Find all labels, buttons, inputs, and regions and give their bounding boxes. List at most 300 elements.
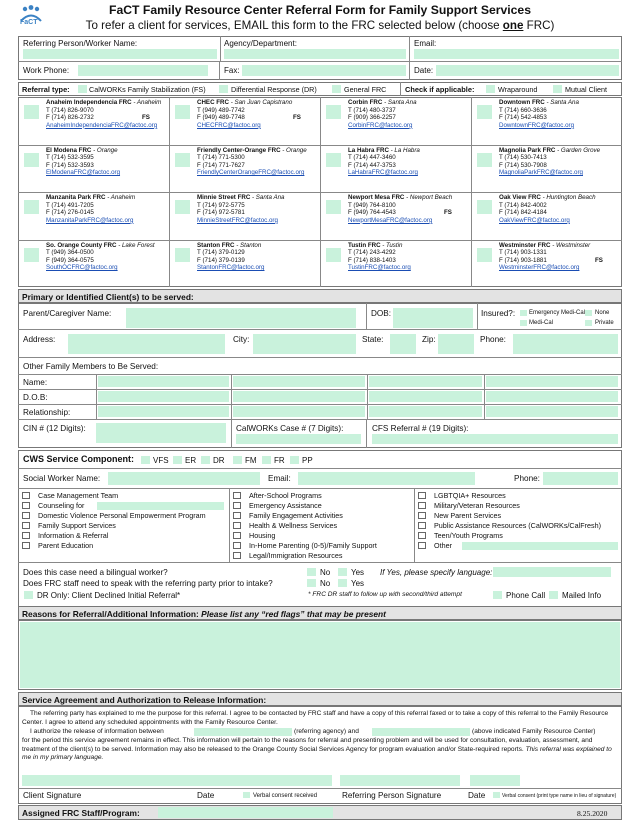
- family-member-input[interactable]: [233, 406, 365, 417]
- frc-city: Westminster: [555, 241, 591, 249]
- state-input[interactable]: [390, 334, 416, 354]
- cws-option-label: DR: [213, 456, 225, 465]
- service-checkbox[interactable]: [22, 502, 30, 509]
- frc-select-checkbox[interactable]: [477, 200, 492, 214]
- frc-fax: F (714) 447-3753: [348, 161, 396, 169]
- calworks-case-input[interactable]: [236, 434, 361, 444]
- frc-email-link[interactable]: FriendlyCenterOrangeFRC@factoc.org: [197, 169, 305, 177]
- frc-select-checkbox[interactable]: [175, 200, 190, 214]
- verbal-consent-checkbox[interactable]: [243, 792, 250, 798]
- medi-cal-checkbox[interactable]: [520, 320, 527, 326]
- frc-email-link[interactable]: CHECFRC@factoc.org: [197, 121, 261, 129]
- frc-email-link[interactable]: LaHabraFRC@factoc.org: [348, 169, 418, 177]
- family-member-input[interactable]: [98, 406, 229, 417]
- frc-select-checkbox[interactable]: [477, 153, 492, 167]
- frc-name: El Modena FRC: [46, 146, 92, 154]
- frc-email-link[interactable]: MagnoliaParkFRC@factoc.org: [499, 169, 583, 177]
- service-label: Domestic Violence Personal Empowerment Program: [38, 511, 206, 520]
- service-option[interactable]: [229, 491, 413, 501]
- agreement-p2b: (referring agency) and: [294, 728, 359, 735]
- frc-phone: T (714) 530-7413: [499, 154, 547, 162]
- phone-call-label: Phone Call: [506, 591, 546, 600]
- language-label: If Yes, please specify language:: [380, 568, 493, 577]
- referring-date-input[interactable]: [470, 775, 520, 786]
- social-worker-input[interactable]: [108, 472, 260, 485]
- city-label: City:: [233, 335, 250, 344]
- service-option[interactable]: [414, 521, 622, 531]
- frc-select-checkbox[interactable]: [24, 248, 39, 262]
- frc-city: Lake Forest: [121, 241, 155, 249]
- frc-fax: F (949) 489-7748: [197, 114, 245, 122]
- frc-phone: T (949) 489-7742: [197, 106, 245, 114]
- frc-entry: Newport Mesa FRC - Newport Beach T (949) 764-8100 F (949) 764-4543 NewportMesaFRC@factoc.org FS: [348, 194, 468, 224]
- frc-name: Anaheim Independencia FRC: [46, 99, 132, 106]
- frc-select-checkbox[interactable]: [175, 153, 190, 167]
- service-option[interactable]: [18, 521, 228, 531]
- assigned-input[interactable]: [158, 807, 333, 818]
- frc-entry: Westminster FRC - Westminster T (714) 903-1331 F (714) 903-1881 WestminsterFRC@factoc.org FS: [499, 242, 619, 272]
- city-input[interactable]: [253, 334, 356, 354]
- service-checkbox[interactable]: [233, 502, 241, 509]
- speak-yes-label: Yes: [351, 579, 365, 588]
- service-option[interactable]: [414, 531, 622, 541]
- agreement-p2c: (above indicated Family Resource Center): [472, 728, 596, 735]
- frc-entry: La Habra FRC - La Habra T (714) 447-3460 F (714) 447-3753 LaHabraFRC@factoc.org: [348, 147, 468, 177]
- service-checkbox[interactable]: [233, 552, 241, 559]
- service-option[interactable]: [414, 511, 622, 521]
- frc-city: Huntington Beach: [546, 194, 596, 201]
- family-member-input[interactable]: [486, 376, 618, 387]
- client-signature-label: Client Signature: [23, 791, 82, 800]
- service-option[interactable]: [18, 511, 228, 521]
- service-label: Public Assistance Resources (CalWORKs/CalFresh): [434, 521, 601, 530]
- frc-select-checkbox[interactable]: [326, 153, 341, 167]
- service-checkbox[interactable]: [233, 512, 241, 519]
- frc-city: Garden Grove: [560, 146, 601, 154]
- phone-call-checkbox[interactable]: [493, 591, 502, 599]
- frc-city: San Juan Capistrano: [234, 99, 293, 106]
- cws-email-input[interactable]: [298, 472, 475, 485]
- wraparound-checkbox[interactable]: [486, 85, 495, 93]
- service-label: Family Engagement Activities: [249, 511, 343, 520]
- frc-entry: Corbin FRC - Santa Ana T (714) 480-3737 F (909) 366-2257 CorbinFRC@factoc.org: [348, 99, 468, 129]
- check-applicable-label: Check if applicable:: [405, 85, 475, 94]
- agreement-p3: for the period this service agreement remains in effect. This information will pertain to the reasons for referral and presenting problem and will be used for consultation, evaluation, assessment, and treatment of the client(s) to be served. Information may also be released to the Orange County Social Services Agency for program evaluation and/or State-required reports. This referral was explained to me in my primary language.: [22, 737, 612, 762]
- mutual-client-option: Mutual Client: [565, 85, 607, 94]
- frc-fs-badge: FS: [595, 256, 603, 264]
- parent-label: Parent/Caregiver Name:: [23, 309, 112, 318]
- cws-option-checkbox[interactable]: [173, 456, 182, 464]
- social-worker-label: Social Worker Name:: [23, 474, 101, 483]
- zip-input[interactable]: [438, 334, 474, 354]
- cws-option-checkbox[interactable]: [262, 456, 271, 464]
- agency-input[interactable]: [224, 49, 406, 59]
- frc-fax: F (714) 542-4853: [499, 114, 547, 122]
- frc-name: Tustin FRC: [348, 241, 381, 249]
- dr-declined-checkbox[interactable]: [24, 591, 33, 599]
- cws-option-checkbox[interactable]: [141, 456, 150, 464]
- frc-entry: El Modena FRC - Orange T (714) 532-3595 F (714) 532-3593 ElModenaFRC@factoc.org: [46, 147, 166, 177]
- service-option[interactable]: [229, 531, 413, 541]
- frc-fax: F (714) 532-3593: [46, 161, 94, 169]
- service-label: Housing: [249, 531, 276, 540]
- frc-phone: T (714) 379-0129: [197, 249, 245, 257]
- service-option[interactable]: [18, 491, 228, 501]
- family-member-input[interactable]: [369, 391, 482, 402]
- cws-option-checkbox[interactable]: [290, 456, 299, 464]
- frc-select-checkbox[interactable]: [24, 153, 39, 167]
- client-date-label: Date: [197, 791, 215, 800]
- frc-city: Orange: [286, 146, 307, 154]
- date-input[interactable]: [436, 65, 619, 76]
- client-section-title: Primary or Identified Client(s) to be served:: [22, 292, 194, 302]
- cfs-referral-label: CFS Referral # (19 Digits):: [372, 424, 469, 433]
- frc-phone: T (714) 660-3636: [499, 106, 547, 114]
- service-label: In-Home Parenting (0-5)/Family Support: [249, 541, 377, 550]
- service-checkbox[interactable]: [22, 512, 30, 519]
- frc-phone: T (714) 842-4002: [499, 201, 547, 209]
- service-label: New Parent Services: [434, 511, 502, 520]
- frc-email-link[interactable]: NewportMesaFRC@factoc.org: [348, 216, 433, 224]
- assigned-label: Assigned FRC Staff/Program:: [22, 808, 140, 818]
- reasons-input[interactable]: [20, 622, 620, 688]
- service-option[interactable]: [18, 541, 228, 551]
- cws-option-label: FR: [274, 456, 285, 465]
- frc-city: Santa Ana: [550, 99, 579, 106]
- frc-name: Oak View FRC: [499, 194, 541, 201]
- frc-select-checkbox[interactable]: [175, 105, 190, 119]
- frc-fs-badge: FS: [293, 114, 301, 121]
- frc-phone: T (714) 903-1331: [499, 249, 547, 257]
- frc-entry: Minnie Street FRC - Santa Ana T (714) 972-5775 F (714) 972-5781 MinnieStreetFRC@factoc.org: [197, 194, 317, 224]
- cws-email-label: Email:: [268, 474, 291, 483]
- service-option[interactable]: [229, 551, 413, 561]
- reasons-title: Reasons for Referral/Additional Information: Please list any “red flags” that may be present: [22, 609, 386, 619]
- service-checkbox[interactable]: [22, 532, 30, 539]
- parent-input[interactable]: [126, 308, 356, 328]
- private-checkbox[interactable]: [585, 320, 592, 326]
- frc-name: CHEC FRC: [197, 99, 229, 106]
- frc-city: Anaheim: [110, 194, 136, 201]
- bilingual-no-checkbox[interactable]: [307, 568, 316, 576]
- zip-label: Zip:: [422, 335, 436, 344]
- service-checkbox[interactable]: [22, 542, 30, 549]
- service-option[interactable]: [229, 541, 413, 551]
- frc-name: Corbin FRC: [348, 99, 383, 106]
- email-input[interactable]: [414, 49, 619, 59]
- service-checkbox[interactable]: [418, 492, 426, 499]
- services-col2: [229, 491, 413, 561]
- frc-city: Orange: [96, 146, 118, 154]
- cin-label: CIN # (12 Digits):: [23, 424, 86, 433]
- frc-name: Newport Mesa FRC: [348, 194, 405, 201]
- frc-fax: F (714) 972-5781: [197, 209, 245, 217]
- frc-name: Downtown FRC: [499, 99, 545, 106]
- speak-question: Does FRC staff need to speak with the referring party prior to intake?: [23, 579, 273, 588]
- frc-phone: T (949) 764-8100: [348, 201, 396, 209]
- frc-select-checkbox[interactable]: [326, 105, 341, 119]
- frc-email-link[interactable]: DowntownFRC@factoc.org: [499, 121, 575, 129]
- phone-input[interactable]: [513, 334, 618, 354]
- frc-city: Stanton: [239, 241, 262, 249]
- service-label: Information & Referral: [38, 531, 109, 540]
- frc-email-link[interactable]: WestminsterFRC@factoc.org: [499, 264, 580, 272]
- logo-text: FaCT: [20, 19, 38, 26]
- phone-label: Phone:: [480, 335, 506, 344]
- service-option[interactable]: [229, 511, 413, 521]
- form-version: 8.25.2020: [577, 809, 608, 818]
- frc-phone: T (714) 532-3595: [46, 154, 94, 162]
- service-checkbox[interactable]: [22, 522, 30, 529]
- date-label: Date:: [414, 66, 434, 75]
- frc-city: Santa Ana: [387, 99, 417, 106]
- frc-entry: Downtown FRC - Santa Ana T (714) 660-3636 F (714) 542-4853 DowntownFRC@factoc.org: [499, 99, 619, 129]
- frc-name: Westminster FRC: [499, 241, 551, 249]
- frc-entry: Tustin FRC - Tustin T (714) 243-4292 F (714) 838-1403 TustinFRC@factoc.org: [348, 242, 468, 272]
- frc-entry: Oak View FRC - Huntington Beach T (714) 842-4002 F (714) 842-4184 OakViewFRC@factoc.org: [499, 194, 619, 224]
- frc-fax: F (714) 842-4184: [499, 209, 547, 217]
- frc-select-checkbox[interactable]: [326, 248, 341, 262]
- frc-name: Stanton FRC: [197, 241, 235, 249]
- service-checkbox[interactable]: [233, 492, 241, 499]
- frc-city: La Habra: [394, 146, 420, 154]
- frc-fs-badge: FS: [444, 209, 452, 216]
- mailed-info-checkbox[interactable]: [549, 591, 558, 599]
- service-label: LGBTQIA+ Resources: [434, 491, 506, 500]
- other-members-label: Other Family Members to Be Served:: [23, 362, 159, 371]
- frc-name: Minnie Street FRC: [197, 194, 251, 201]
- frc-phone: T (714) 771-5300: [197, 154, 245, 162]
- verbal-consent2-checkbox[interactable]: [493, 792, 500, 798]
- frc-email-link[interactable]: AnaheimIndependenciaFRC@factoc.org: [46, 121, 158, 129]
- frc-email-link[interactable]: StantonFRC@factoc.org: [197, 264, 265, 272]
- fax-input[interactable]: [242, 65, 406, 76]
- referral-type-label: Referral type:: [22, 85, 70, 94]
- frc-email-link[interactable]: SouthOCFRC@factoc.org: [46, 264, 118, 272]
- frc-fax: F (714) 838-1403: [348, 256, 396, 264]
- service-checkbox[interactable]: [418, 512, 426, 519]
- service-option[interactable]: [229, 521, 413, 531]
- service-option[interactable]: [414, 491, 622, 501]
- insured-label: Insured?:: [481, 309, 516, 318]
- bilingual-no-label: No: [320, 568, 331, 577]
- frc-fs-badge: FS: [142, 114, 150, 121]
- frc-city: Newport Beach: [409, 194, 453, 201]
- wraparound-option: Wraparound: [498, 85, 538, 94]
- dr-checkbox[interactable]: [219, 85, 228, 93]
- referring-signature-label: Referring Person Signature: [342, 791, 442, 800]
- frc-select-checkbox[interactable]: [24, 105, 39, 119]
- family-member-input[interactable]: [233, 391, 365, 402]
- frc-fax: F (949) 364-0575: [46, 256, 94, 264]
- frc-select-checkbox[interactable]: [477, 105, 492, 119]
- frc-name: So. Orange County FRC: [46, 241, 117, 249]
- service-checkbox[interactable]: [418, 502, 426, 509]
- frc-select-checkbox[interactable]: [326, 200, 341, 214]
- service-label: After-School Programs: [249, 491, 322, 500]
- fs-option: CalWORKs Family Stabilization (FS): [89, 85, 206, 94]
- family-member-input[interactable]: [98, 391, 229, 402]
- frc-name: Manzanita Park FRC: [46, 194, 106, 201]
- frc-phone: T (714) 447-3460: [348, 154, 396, 162]
- mailed-info-label: Mailed Info: [562, 591, 602, 600]
- cws-label: CWS Service Component:: [23, 454, 135, 464]
- verbal-consent2-label: Verbal consent (print type name in lieu of signature): [502, 793, 617, 799]
- frc-email-link[interactable]: TustinFRC@factoc.org: [348, 264, 411, 272]
- service-checkbox[interactable]: [418, 542, 426, 549]
- calworks-case-label: CalWORKs Case # (7 Digits):: [236, 424, 344, 433]
- service-label: Parent Education: [38, 541, 94, 550]
- service-label: Counseling for: [38, 501, 85, 510]
- release-agency-input[interactable]: [194, 728, 292, 736]
- frc-name: Magnolia Park FRC: [499, 146, 556, 154]
- frc-select-checkbox[interactable]: [477, 248, 492, 262]
- frc-phone: T (714) 243-4292: [348, 249, 396, 257]
- speak-no-checkbox[interactable]: [307, 579, 316, 587]
- cws-option-checkbox[interactable]: [233, 456, 242, 464]
- frc-phone: T (949) 364-0500: [46, 249, 94, 257]
- service-option[interactable]: [414, 501, 622, 511]
- form-subtitle: To refer a client for services, EMAIL this form to the FRC selected below (choose one FRC): [85, 19, 555, 32]
- service-checkbox[interactable]: [233, 532, 241, 539]
- frc-city: Anaheim: [136, 99, 162, 106]
- frc-fax: F (714) 903-1881: [499, 256, 547, 264]
- service-label: Other: [434, 541, 452, 550]
- frc-select-checkbox[interactable]: [175, 248, 190, 262]
- dob-input[interactable]: [393, 308, 473, 328]
- counseling-for-input[interactable]: [97, 502, 224, 510]
- dob-row-label: D.O.B:: [23, 393, 48, 402]
- cws-option-label: PP: [302, 456, 313, 465]
- mutual-client-checkbox[interactable]: [553, 85, 562, 93]
- service-label: Case Management Team: [38, 491, 119, 500]
- speak-yes-checkbox[interactable]: [338, 579, 347, 587]
- speak-no-label: No: [320, 579, 331, 588]
- state-label: State:: [362, 335, 384, 344]
- language-input[interactable]: [493, 567, 611, 577]
- frc-entry: Anaheim Independencia FRC - Anaheim T (714) 826-9070 F (714) 826-2732 AnaheimIndependenciaFRC@factoc.org FS: [46, 99, 166, 129]
- cws-phone-label: Phone:: [514, 474, 540, 483]
- frc-email-link[interactable]: OakViewFRC@factoc.org: [499, 216, 570, 224]
- bilingual-yes-label: Yes: [351, 568, 365, 577]
- relationship-row-label: Relationship:: [23, 408, 71, 417]
- referring-date-label: Date: [468, 791, 486, 800]
- general-checkbox[interactable]: [332, 85, 341, 93]
- frc-fax: F (909) 366-2257: [348, 114, 396, 122]
- family-member-input[interactable]: [98, 376, 229, 387]
- bilingual-question: Does this case need a bilingual worker?: [23, 568, 168, 577]
- frc-entry: Stanton FRC - Stanton T (714) 379-0129 F (714) 379-0139 StantonFRC@factoc.org: [197, 242, 317, 272]
- service-label: Teen/Youth Programs: [434, 531, 503, 540]
- fs-checkbox[interactable]: [78, 85, 87, 93]
- service-checkbox[interactable]: [418, 532, 426, 539]
- cin-input[interactable]: [96, 423, 226, 443]
- none-checkbox[interactable]: [585, 310, 592, 316]
- frc-email-link[interactable]: ElModenaFRC@factoc.org: [46, 169, 121, 177]
- frc-entry: So. Orange County FRC - Lake Forest T (949) 364-0500 F (949) 364-0575 SouthOCFRC@factoc.org: [46, 242, 166, 272]
- frc-entry: CHEC FRC - San Juan Capistrano T (949) 489-7742 F (949) 489-7748 CHECFRC@factoc.org FS: [197, 99, 317, 129]
- bilingual-yes-checkbox[interactable]: [338, 568, 347, 576]
- family-member-input[interactable]: [369, 376, 482, 387]
- frc-entry: Manzanita Park FRC - Anaheim T (714) 491-7205 F (714) 276-0145 ManzanitaParkFRC@factoc.org: [46, 194, 166, 224]
- frc-fax: F (714) 379-0139: [197, 256, 245, 264]
- frc-fax: F (949) 764-4543: [348, 209, 396, 217]
- frc-fax: F (714) 276-0145: [46, 209, 94, 217]
- address-label: Address:: [23, 335, 56, 344]
- dr-option: Differential Response (DR): [231, 85, 317, 94]
- other-service-input[interactable]: [462, 542, 618, 550]
- service-label: Military/Veteran Resources: [434, 501, 520, 510]
- service-option[interactable]: [18, 531, 228, 541]
- cws-option-label: ER: [185, 456, 197, 465]
- medi-cal-option: Medi-Cal: [529, 320, 554, 326]
- family-member-input[interactable]: [486, 391, 618, 402]
- cws-option-checkbox[interactable]: [201, 456, 210, 464]
- frc-phone: T (714) 972-5775: [197, 201, 245, 209]
- frc-city: Tustin: [386, 241, 403, 249]
- frc-email-link[interactable]: CorbinFRC@factoc.org: [348, 121, 413, 129]
- frc-email-link[interactable]: ManzanitaParkFRC@factoc.org: [46, 216, 134, 224]
- frc-fax: F (714) 771-7627: [197, 161, 245, 169]
- agreement-p1: The referring party has explained to me the purpose for this referral. I agree to be contacted by FRC staff and have a copy of this referral faxed or to take a copy of this referral to the Family Resource Center. I agree to attend any scheduled appointments with the Family Resource Center.: [22, 710, 609, 726]
- client-signature-input[interactable]: [22, 775, 332, 786]
- agreement-p2: I authorize the release of information between: [30, 728, 164, 735]
- frc-fax: F (714) 530-7908: [499, 161, 547, 169]
- frc-phone: T (714) 491-7205: [46, 201, 94, 209]
- frc-entry: Magnolia Park FRC - Garden Grove T (714) 530-7413 F (714) 530-7908 MagnoliaParkFRC@factoc.org: [499, 147, 619, 177]
- release-frc-input[interactable]: [372, 728, 470, 736]
- referring-person-input[interactable]: [23, 49, 217, 59]
- private-option: Private: [595, 320, 614, 326]
- family-member-input[interactable]: [233, 376, 365, 387]
- general-option: General FRC: [344, 85, 387, 94]
- family-member-input[interactable]: [486, 406, 618, 417]
- service-label: Emergency Assistance: [249, 501, 322, 510]
- address-input[interactable]: [68, 334, 225, 354]
- fax-label: Fax:: [224, 66, 240, 75]
- frc-name: Friendly Center-Orange FRC: [197, 146, 281, 154]
- followup-note: * FRC DR staff to follow up with second/third attempt: [308, 591, 462, 598]
- service-label: Health & Wellness Services: [249, 521, 338, 530]
- cfs-referral-input[interactable]: [372, 434, 618, 444]
- referring-signature-input[interactable]: [340, 775, 460, 786]
- work-phone-label: Work Phone:: [23, 66, 70, 75]
- cws-option-label: VFS: [153, 456, 169, 465]
- service-checkbox[interactable]: [22, 492, 30, 499]
- referring-person-label: Referring Person/Worker Name:: [23, 39, 138, 48]
- form-title: FaCT Family Resource Center Referral Form for Family Support Services: [109, 3, 531, 17]
- frc-email-link[interactable]: MinnieStreetFRC@factoc.org: [197, 216, 278, 224]
- work-phone-input[interactable]: [78, 65, 208, 76]
- frc-phone: T (714) 480-3737: [348, 106, 396, 114]
- cws-option-label: FM: [245, 456, 257, 465]
- frc-name: La Habra FRC: [348, 146, 389, 154]
- email-label: Email:: [414, 39, 437, 48]
- cws-phone-input[interactable]: [543, 472, 618, 485]
- service-checkbox[interactable]: [418, 522, 426, 529]
- none-option: None: [595, 310, 610, 316]
- family-member-input[interactable]: [369, 406, 482, 417]
- emergency-medi-cal-checkbox[interactable]: [520, 310, 527, 316]
- service-option[interactable]: [229, 501, 413, 511]
- frc-select-checkbox[interactable]: [24, 200, 39, 214]
- emergency-medi-cal-option: Emergency Medi-Cal: [529, 310, 586, 316]
- service-checkbox[interactable]: [233, 542, 241, 549]
- frc-phone: T (714) 826-9070: [46, 106, 94, 114]
- service-checkbox[interactable]: [233, 522, 241, 529]
- dr-declined-label: DR Only: Client Declined Initial Referral*: [37, 591, 181, 600]
- frc-city: Santa Ana: [255, 194, 285, 201]
